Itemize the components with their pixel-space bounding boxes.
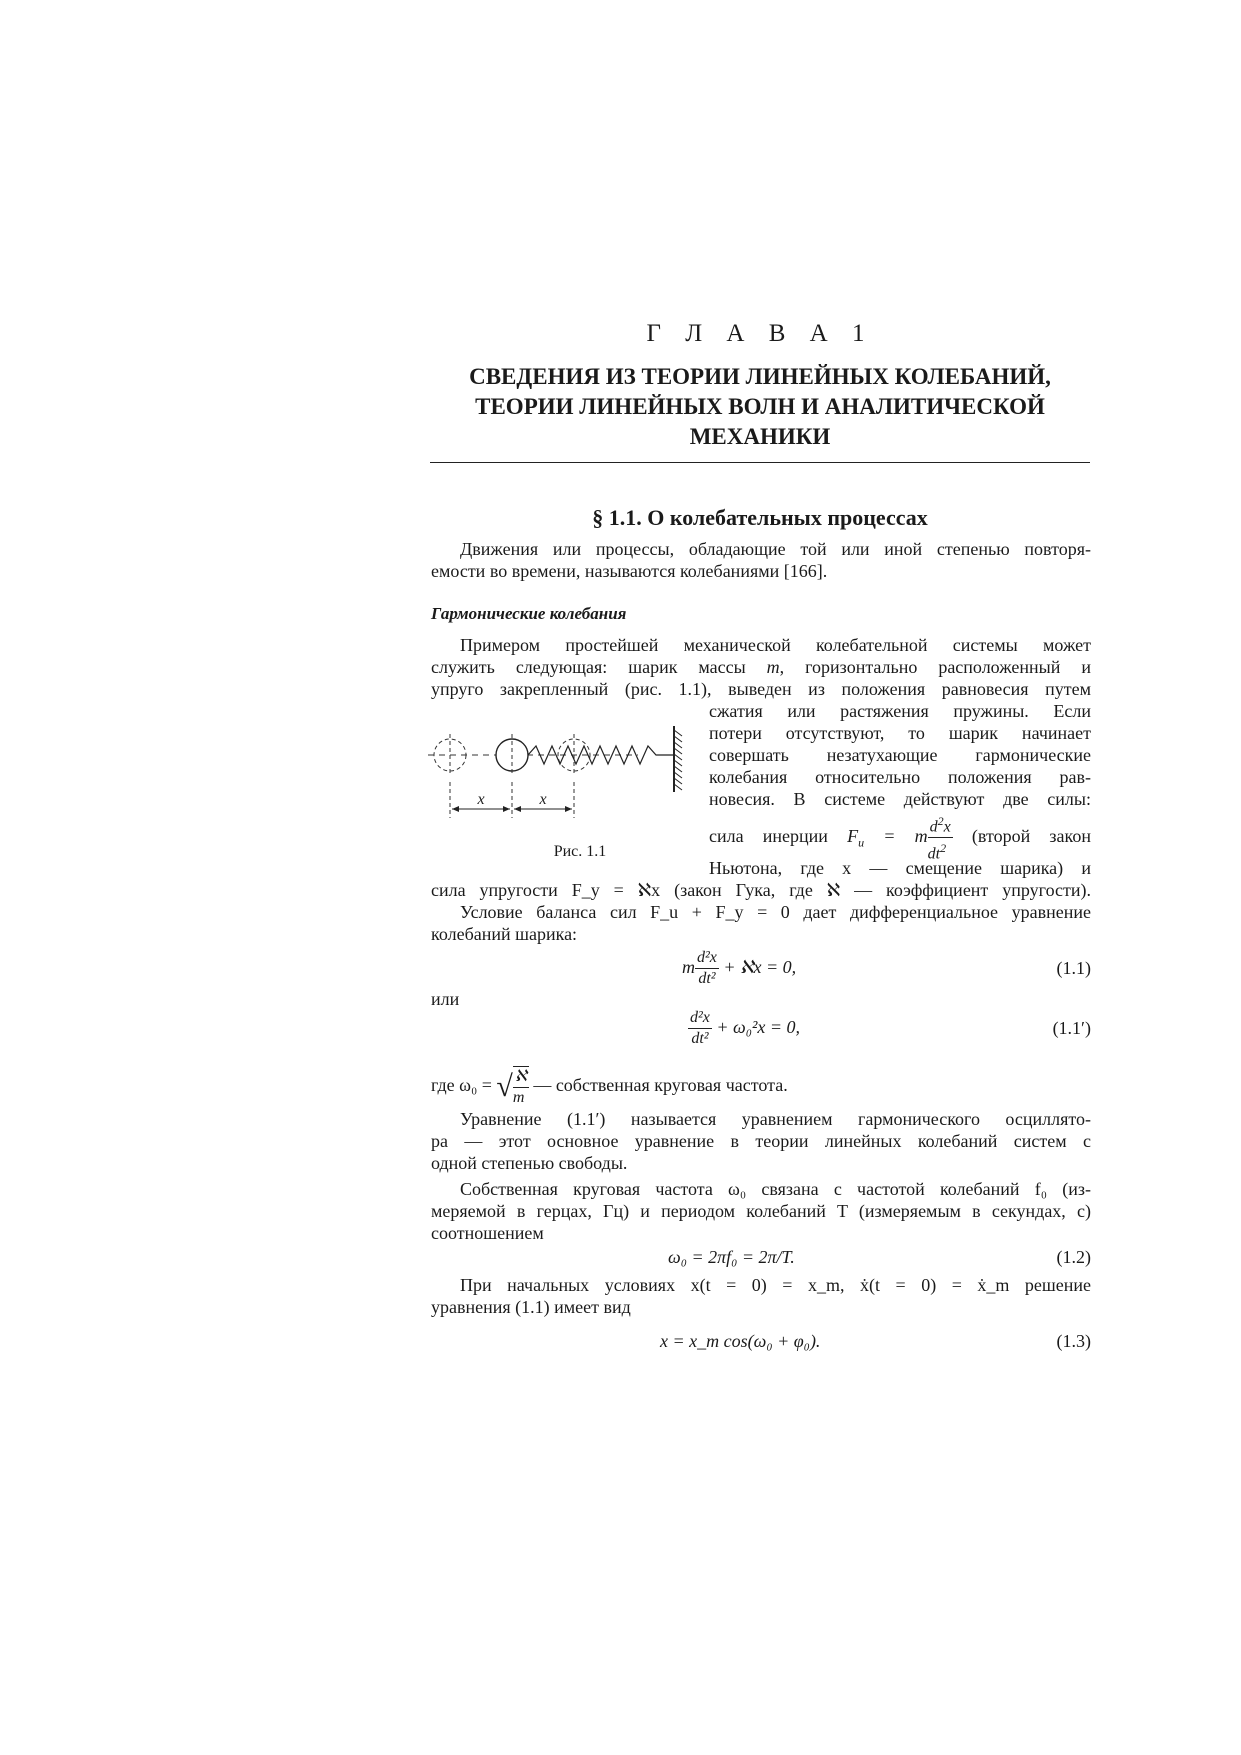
text-line: упруго закрепленный (рис. 1.1), выведен из положения равновесия путем <box>431 679 1091 699</box>
fraction-numerator: ℵ <box>513 1067 529 1088</box>
text-line: сжатия или растяжения пружины. Если <box>709 701 1091 721</box>
chapter-title-line: МЕХАНИКИ <box>689 424 831 449</box>
fraction-numerator: d²x <box>688 1008 712 1029</box>
arrowhead <box>565 806 572 812</box>
text-span: (второй закон <box>952 825 1091 846</box>
math-var: m <box>682 957 695 977</box>
text-span: где ω₀ = <box>431 1075 497 1095</box>
math-superscript: 2 <box>940 841 947 856</box>
text-line: совершать незатухающие гармонические <box>709 745 1091 765</box>
fraction-numerator: d²x <box>695 948 719 969</box>
math-expr: + ω₀²x = 0, <box>711 1017 801 1037</box>
equation-1-3: x = x_m cos(ω₀ + φ₀). <box>660 1331 821 1351</box>
text-line: сила упругости F_y = ℵx (закон Гука, где ℵ — коэффициент упругости). <box>431 880 1091 900</box>
fraction <box>695 948 719 989</box>
chapter-label: Г Л А В А 1 <box>646 320 874 347</box>
math-superscript: 2 <box>937 814 944 828</box>
text-line <box>431 1062 1091 1108</box>
equation-number: (1.1) <box>1056 958 1091 978</box>
text-line: Уравнение (1.1′) называется уравнением гармонического осциллято- <box>460 1109 1091 1129</box>
fraction <box>688 1008 712 1049</box>
text-line: Ньютона, где x — смещение шарика) и <box>709 858 1091 878</box>
text-line <box>709 811 1091 863</box>
dimension-label: x <box>539 791 547 808</box>
equation-1-2: ω₀ = 2πf₀ = 2π/T. <box>668 1247 795 1267</box>
math-var: d <box>929 818 938 836</box>
text-line: или <box>431 989 460 1009</box>
equation-number: (1.2) <box>1056 1247 1091 1267</box>
fraction-denominator: m <box>512 1088 525 1106</box>
text-line: Собственная круговая частота ω₀ связана с частотой колебаний f₀ (из- <box>460 1179 1091 1199</box>
dimension-label: x <box>477 791 485 808</box>
math-subscript: u <box>858 835 865 850</box>
text-span: , горизонтально расположенный и <box>779 657 1091 677</box>
sqrt-sign: √ <box>496 1069 513 1103</box>
arrowhead <box>452 806 459 812</box>
math-var: dt <box>927 845 941 863</box>
text-span: — собственная круговая частота. <box>528 1075 788 1095</box>
wall-hatching <box>674 730 682 790</box>
chapter-title-line: СВЕДЕНИЯ ИЗ ТЕОРИИ ЛИНЕЙНЫХ КОЛЕБАНИЙ, <box>469 364 1051 389</box>
text-line: Условие баланса сил F_u + F_y = 0 дает дифференциальное уравнение <box>460 902 1091 922</box>
figure-caption: Рис. 1.1 <box>553 843 607 860</box>
text-line: соотношением <box>431 1223 544 1243</box>
subsection-title: Гармонические колебания <box>431 604 627 623</box>
math-var: F <box>847 825 859 846</box>
text-line: Движения или процессы, обладающие той или иной степенью повторя- <box>460 539 1091 559</box>
text-line: колебаний шарика: <box>431 924 578 944</box>
text-line: емости во времени, называются колебаниями [166]. <box>431 561 828 581</box>
fraction-denominator: dt² <box>691 1030 709 1048</box>
text-span: служить следующая: шарик массы <box>431 657 767 677</box>
math-expr: + ℵx = 0, <box>718 957 797 977</box>
chapter-title <box>430 362 1090 452</box>
fraction-numerator <box>928 811 953 838</box>
math-var: m <box>766 657 780 677</box>
equation-number: (1.3) <box>1056 1331 1091 1351</box>
text-line: меряемой в герцах, Гц) и периодом колебаний T (измеряемым в секундах, с) <box>431 1201 1091 1221</box>
math-expr: = m <box>864 825 928 846</box>
text-line: новесия. В системе действуют две силы: <box>709 789 1091 809</box>
chapter-divider <box>430 462 1090 463</box>
text-line: колебания относительно положения рав- <box>709 767 1091 787</box>
text-line: ра — этот основное уравнение в теории линейных колебаний систем с <box>431 1131 1091 1151</box>
math-var: x <box>943 818 951 836</box>
text-line: Примером простейшей механической колебательной системы может <box>460 635 1091 655</box>
arrowhead <box>503 806 510 812</box>
text-line: уравнения (1.1) имеет вид <box>431 1297 631 1317</box>
equation-number: (1.1′) <box>1052 1018 1091 1038</box>
figure-spring-mass <box>428 722 698 832</box>
arrowhead <box>514 806 521 812</box>
text-span: сила инерции <box>709 825 848 846</box>
text-line <box>431 656 1091 678</box>
equation-1-1 <box>682 945 796 989</box>
chapter-title-line: ТЕОРИИ ЛИНЕЙНЫХ ВОЛН И АНАЛИТИЧЕСКОЙ <box>475 394 1045 419</box>
equation-1-1-prime <box>688 1005 800 1049</box>
text-line: При начальных условиях x(t = 0) = x_m, ẋ(t = 0) = ẋ_m решение <box>460 1275 1091 1295</box>
fraction-denominator: dt² <box>698 970 716 988</box>
text-line: потери отсутствуют, то шарик начинает <box>709 723 1091 743</box>
section-title: § 1.1. О колебательных процессах <box>592 505 928 530</box>
fraction <box>513 1066 529 1108</box>
text-line: одной степенью свободы. <box>431 1153 628 1173</box>
